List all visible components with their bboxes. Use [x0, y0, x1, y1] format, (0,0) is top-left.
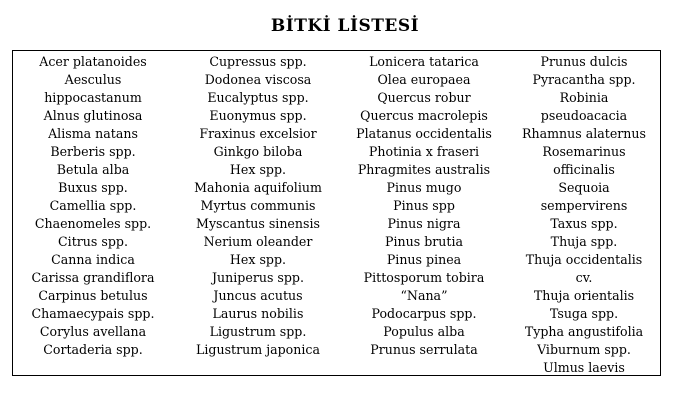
- plant-name: Canna indica: [51, 252, 135, 267]
- plant-name: Citrus spp.: [58, 234, 128, 249]
- plant-name: Pinus spp: [393, 198, 455, 213]
- plant-name: Ligustrum spp.: [209, 324, 307, 339]
- plant-name: sempervirens: [540, 198, 628, 213]
- page-title: BİTKİ LİSTESİ: [270, 16, 420, 36]
- plant-name: Euonymus spp.: [209, 108, 307, 123]
- plant-name: Ligustrum japonica: [196, 342, 320, 357]
- plant-name: Rosemarinus: [542, 144, 626, 159]
- plant-name: Camellia spp.: [49, 198, 137, 213]
- plant-name: Taxus spp.: [550, 216, 618, 231]
- plant-name: Tsuga spp.: [549, 306, 619, 321]
- plant-name: Pinus nigra: [387, 216, 461, 231]
- plant-name: Alnus glutinosa: [43, 108, 143, 123]
- plant-name: Juncus acutus: [213, 288, 303, 303]
- plant-name: Chaenomeles spp.: [34, 216, 152, 231]
- plant-name: Photinia x fraseri: [368, 144, 480, 159]
- plant-name: Phragmites australis: [357, 162, 491, 177]
- plant-column-2: [173, 53, 343, 359]
- plant-name: Ginkgo biloba: [213, 144, 303, 159]
- plant-name: Ulmus laevis: [543, 360, 625, 375]
- plant-name: Prunus dulcis: [540, 54, 628, 69]
- plant-name: Buxus spp.: [58, 180, 128, 195]
- plant-name: Pinus pinea: [386, 252, 462, 267]
- plant-name: Eucalyptus spp.: [207, 90, 309, 105]
- plant-name: Prunus serrulata: [370, 342, 478, 357]
- plant-name: Fraxinus excelsior: [199, 126, 317, 141]
- plant-name: Podocarpus spp.: [371, 306, 477, 321]
- plant-name: pseudoacacia: [540, 108, 628, 123]
- plant-name: Nerium oleander: [203, 234, 313, 249]
- plant-name: Carpinus betulus: [38, 288, 148, 303]
- plant-column-4: [509, 53, 659, 377]
- plant-list-box: [12, 50, 661, 376]
- plant-name: Typha angustifolia: [524, 324, 644, 339]
- plant-name: Aesculus: [64, 72, 122, 87]
- plant-name: hippocastanum: [44, 90, 142, 105]
- plant-name: Betula alba: [56, 162, 130, 177]
- plant-name: Carissa grandiflora: [31, 270, 155, 285]
- plant-name: Pittosporum tobira: [363, 270, 485, 285]
- plant-name: Cortaderia spp.: [43, 342, 143, 357]
- plant-name: Thuja occidentalis: [525, 252, 643, 267]
- plant-name: Olea europaea: [377, 72, 471, 87]
- plant-name: Viburnum spp.: [537, 342, 631, 357]
- plant-name: Chamaecypais spp.: [31, 306, 155, 321]
- plant-name: Populus alba: [383, 324, 465, 339]
- plant-name: cv.: [575, 270, 593, 285]
- plant-name: Pinus mugo: [386, 180, 462, 195]
- plant-name: Rhamnus alaternus: [522, 126, 646, 141]
- plant-name: Berberis spp.: [50, 144, 136, 159]
- plant-name: Sequoia: [558, 180, 610, 195]
- plant-name: Quercus robur: [377, 90, 471, 105]
- plant-name: Thuja orientalis: [533, 288, 635, 303]
- plant-name: Cupressus spp.: [209, 54, 307, 69]
- plant-name: Juniperus spp.: [212, 270, 304, 285]
- plant-name: Hex spp.: [229, 162, 287, 177]
- plant-name: Quercus macrolepis: [360, 108, 488, 123]
- plant-name: Robinia: [559, 90, 609, 105]
- plant-column-1: [13, 53, 173, 359]
- plant-name: “Nana”: [400, 288, 448, 303]
- plant-name: Hex spp.: [229, 252, 287, 267]
- plant-column-3: [339, 53, 509, 359]
- plant-name: Myscantus sinensis: [196, 216, 320, 231]
- plant-name: Platanus occidentalis: [356, 126, 492, 141]
- plant-name: Lonicera tatarica: [369, 54, 479, 69]
- plant-name: Acer platanoides: [39, 54, 147, 69]
- plant-name: Mahonia aquifolium: [194, 180, 322, 195]
- plant-name: Corylus avellana: [39, 324, 147, 339]
- plant-name: Dodonea viscosa: [204, 72, 312, 87]
- plant-name: officinalis: [553, 162, 615, 177]
- plant-name: Thuja spp.: [550, 234, 618, 249]
- plant-name: Alisma natans: [48, 126, 138, 141]
- plant-name: Pyracantha spp.: [532, 72, 636, 87]
- plant-name: Pinus brutia: [385, 234, 463, 249]
- plant-name: Myrtus communis: [200, 198, 316, 213]
- plant-name: Laurus nobilis: [212, 306, 304, 321]
